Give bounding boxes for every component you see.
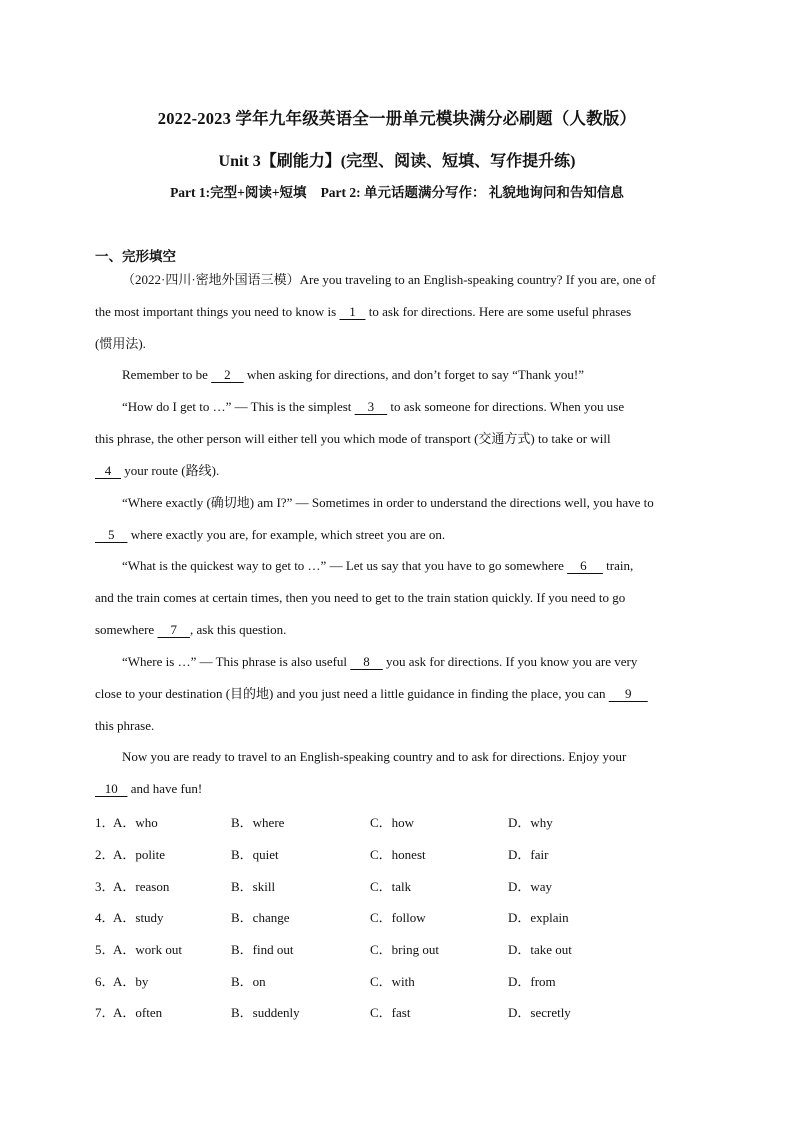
- option-a: A．often: [113, 1005, 163, 1021]
- question-number: 7．: [95, 1005, 115, 1021]
- paragraph-1: [95, 264, 700, 360]
- option-c: C．how: [370, 815, 415, 831]
- text-line: （2022·四川·密地外国语三模）Are you traveling to an English-speaking country? If you are, one of: [122, 272, 656, 287]
- option-row: [95, 964, 715, 996]
- text-line: Remember to be 2 when asking for directions, and don’t forget to say “Thank you!”: [95, 359, 700, 391]
- option-c: C．talk: [370, 878, 412, 894]
- text-line: this phrase.: [95, 718, 155, 733]
- document-subtitle: Unit 3【刷能力】(完型、阅读、短填、写作提升练): [218, 153, 576, 170]
- option-row: [95, 996, 715, 1028]
- parts-line: [0, 181, 794, 201]
- option-a: A．work out: [113, 942, 182, 958]
- option-d: D．take out: [508, 942, 572, 958]
- option-row: [95, 806, 715, 838]
- text-line: 4 your route (路线).: [95, 455, 700, 487]
- blank-1: 1: [339, 304, 366, 319]
- blank-9: 9: [608, 686, 648, 701]
- paragraph-4: [95, 487, 700, 551]
- text-line: (惯用法).: [95, 336, 146, 351]
- option-c: C．honest: [370, 847, 426, 863]
- text-line: the most important things you need to know is 1 to ask for directions. Here are some useful phrases: [95, 296, 700, 328]
- text-line: close to your destination (目的地) and you just need a little guidance in finding the place, you can 9: [95, 678, 700, 710]
- option-b: B．change: [231, 910, 290, 926]
- text-line: Now you are ready to travel to an English-speaking country and to ask for directions. Enjoy your: [122, 749, 627, 764]
- question-number: 1．: [95, 815, 115, 831]
- question-number: 3．: [95, 878, 115, 894]
- part2-label: Part 2: 单元话题满分写作： 礼貌地询问和告知信息: [320, 185, 624, 200]
- option-b: B．on: [231, 973, 266, 989]
- text-line: “What is the quickest way to get to …” — Let us say that you have to go somewhere 6 train,: [95, 550, 700, 582]
- option-a: A．by: [113, 973, 149, 989]
- option-a: A．polite: [113, 847, 165, 863]
- text-line: 10 and have fun!: [95, 773, 700, 805]
- question-number: 6．: [95, 973, 115, 989]
- paragraph-2: [95, 359, 700, 391]
- option-row: [95, 869, 715, 901]
- text-line: somewhere 7 , ask this question.: [95, 614, 700, 646]
- blank-5: 5: [95, 527, 128, 542]
- text-line: this phrase, the other person will either tell you which mode of transport (交通方式) to take or will: [95, 431, 611, 446]
- option-d: D．way: [508, 878, 553, 894]
- option-b: B．where: [231, 815, 285, 831]
- question-number: 4．: [95, 910, 115, 926]
- option-a: A．who: [113, 815, 158, 831]
- section-title: 一、完形填空: [95, 249, 176, 264]
- text-line: “Where exactly (确切地) am I?” — Sometimes in order to understand the directions well, you have to: [122, 495, 654, 510]
- question-number: 2．: [95, 847, 115, 863]
- blank-8: 8: [350, 654, 383, 669]
- question-number: 5．: [95, 942, 115, 958]
- option-row: [95, 933, 715, 965]
- option-d: D．why: [508, 815, 553, 831]
- blank-3: 3: [354, 399, 388, 414]
- part1-label: Part 1:完型+阅读+短填: [170, 185, 307, 200]
- paragraph-5: [95, 550, 700, 646]
- option-c: C．with: [370, 973, 415, 989]
- option-b: B．skill: [231, 878, 276, 894]
- document-title: 2022-2023 学年九年级英语全一册单元模块满分必刷题（人教版）: [157, 109, 637, 128]
- blank-4: 4: [95, 463, 121, 478]
- option-d: D．explain: [508, 910, 569, 926]
- blank-10: 10: [95, 781, 128, 796]
- option-c: C．follow: [370, 910, 426, 926]
- option-b: B．quiet: [231, 847, 279, 863]
- text-line: “How do I get to …” — This is the simplest 3 to ask someone for directions. When you use: [95, 391, 700, 423]
- blank-6: 6: [567, 558, 603, 573]
- option-b: B．suddenly: [231, 1005, 300, 1021]
- paragraph-3: [95, 391, 700, 487]
- option-d: D．from: [508, 973, 556, 989]
- blank-7: 7: [157, 622, 190, 637]
- text-line: 5 where exactly you are, for example, which street you are on.: [95, 519, 700, 551]
- option-d: D．fair: [508, 847, 549, 863]
- paragraph-6: [95, 646, 700, 742]
- options-list: [95, 806, 715, 1028]
- option-c: C．bring out: [370, 942, 439, 958]
- paragraph-7: [95, 741, 700, 805]
- option-b: B．find out: [231, 942, 294, 958]
- option-a: A．study: [113, 910, 164, 926]
- option-row: [95, 838, 715, 870]
- option-a: A．reason: [113, 878, 170, 894]
- blank-2: 2: [211, 367, 244, 382]
- option-c: C．fast: [370, 1005, 411, 1021]
- text-line: and the train comes at certain times, then you need to get to the train station quickly. If you need to go: [95, 590, 626, 605]
- option-row: [95, 901, 715, 933]
- option-d: D．secretly: [508, 1005, 571, 1021]
- text-line: “Where is …” — This phrase is also useful 8 you ask for directions. If you know you are very: [95, 646, 700, 678]
